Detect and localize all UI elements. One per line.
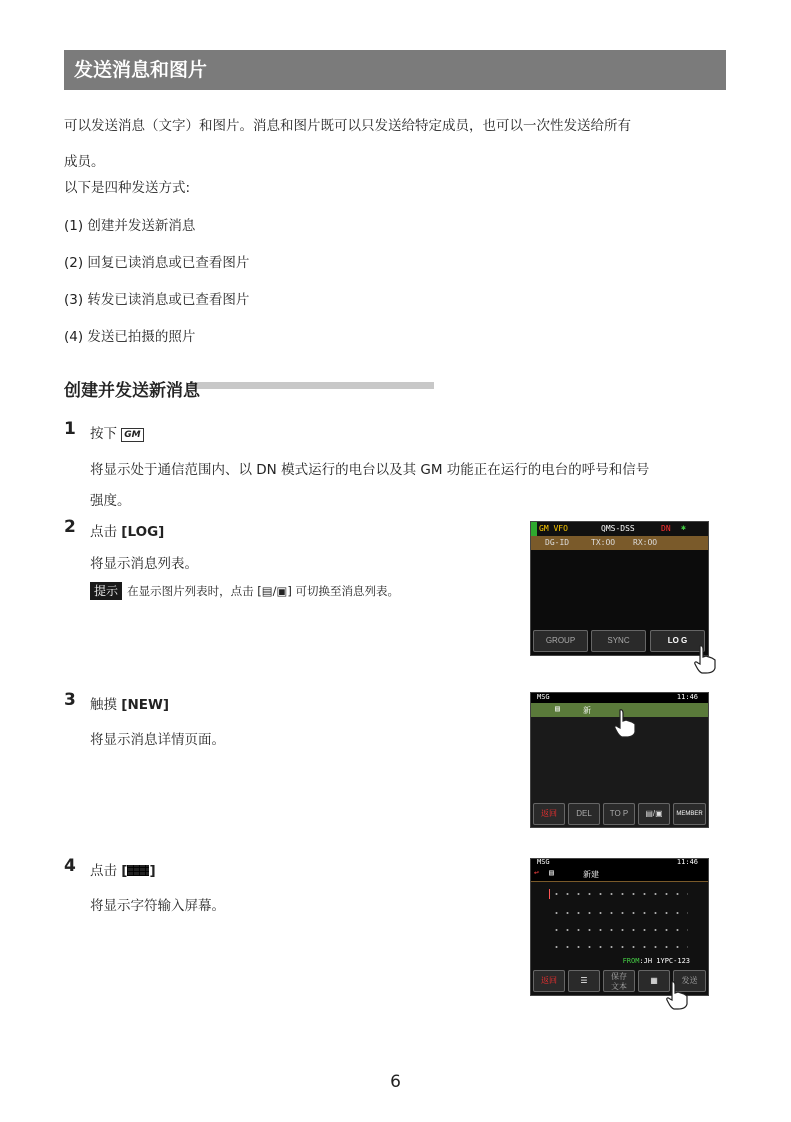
signal-icon: ✱ xyxy=(681,523,686,532)
screen3-msg: MSG xyxy=(537,858,550,866)
info-rx: RX:OO xyxy=(633,538,658,547)
compose-header xyxy=(531,867,708,882)
step-4-action xyxy=(90,859,156,879)
page-number: 6 xyxy=(390,1072,401,1092)
screen1-status xyxy=(531,522,708,536)
info-tx: TX:OO xyxy=(591,538,616,547)
doc-icon: ▤ xyxy=(555,704,560,713)
group-button[interactable]: GROUP xyxy=(533,630,588,652)
keyboard-button[interactable]: ▦ xyxy=(638,970,670,992)
screen1-mode: GM VFO xyxy=(539,524,568,533)
section-title: 发送消息和图片 xyxy=(64,50,726,90)
step-4-desc: 将显示字符输入屏幕。 xyxy=(90,898,225,914)
doc-icon: ▤ xyxy=(549,868,554,877)
char-grid-row xyxy=(551,911,688,915)
step-2-action xyxy=(90,520,164,540)
method-3: (3) 转发已读消息或已查看图片 xyxy=(64,292,250,308)
screen2-status xyxy=(531,693,708,703)
bracket-close: ] xyxy=(149,863,156,879)
char-grid-row xyxy=(551,928,688,932)
subsection-underline xyxy=(190,382,434,389)
step-2-prefix: 点击 xyxy=(90,524,117,540)
tip-text-pre: 在显示图片列表时，点击 [ xyxy=(127,584,262,598)
compose-title: 新建 xyxy=(583,870,599,879)
step-2-desc: 将显示消息列表。 xyxy=(90,556,198,572)
step-3-action xyxy=(90,693,169,713)
screen3-time: 11:46 xyxy=(676,858,698,866)
hand-pointer-icon xyxy=(612,708,638,738)
step-2-number: 2 xyxy=(64,517,76,537)
save-text-button[interactable]: 保存 文本 xyxy=(603,970,635,992)
intro-line1: 可以发送消息（文字）和图片。消息和图片既可以只发送给特定成员，也可以一次性发送给所有 xyxy=(64,118,631,134)
step-4-prefix: 点击 xyxy=(90,863,117,879)
step-2-target: [LOG] xyxy=(121,524,165,540)
step-3-target: [NEW] xyxy=(121,697,170,713)
del-button[interactable]: DEL xyxy=(568,803,600,825)
step-2-tip: 提示 在显示图片列表时，点击 [▤/▣] 可切换至消息列表。 xyxy=(90,580,399,599)
intro-line2: 成员。 xyxy=(64,154,105,170)
list-toggle-button[interactable]: ▤/▣ xyxy=(638,803,670,825)
screen3-status xyxy=(531,859,708,867)
bracket-open: [ xyxy=(121,863,128,879)
tip-label: 提示 xyxy=(90,582,122,600)
reply-icon: ↩ xyxy=(534,868,539,877)
screen2-time: 11:46 xyxy=(676,693,698,701)
subsection-title: 创建并发送新消息 xyxy=(64,381,200,401)
screen1-info-bar xyxy=(531,536,708,550)
step-1-prefix: 按下 xyxy=(90,426,117,442)
step-1-number: 1 xyxy=(64,419,76,439)
method-4: (4) 发送已拍摄的照片 xyxy=(64,329,196,345)
back-button[interactable]: 返回 xyxy=(533,970,565,992)
step-1-desc2: 强度。 xyxy=(90,493,131,509)
from-callsign: :JH 1YPC-123 xyxy=(639,957,690,965)
hand-pointer-icon xyxy=(664,980,690,1010)
intro-line3: 以下是四种发送方式: xyxy=(64,180,191,196)
sync-button[interactable]: SYNC xyxy=(591,630,646,652)
char-grid-row xyxy=(551,892,688,896)
screen2-msg: MSG xyxy=(537,693,550,701)
step-4-number: 4 xyxy=(64,856,76,876)
method-2: (2) 回复已读消息或已查看图片 xyxy=(64,255,250,271)
step-1-desc1: 将显示处于通信范围内、以 DN 模式运行的电台以及其 GM 功能正在运行的电台的呼号和信号 xyxy=(90,462,650,478)
list-button[interactable]: ☰ xyxy=(568,970,600,992)
text-cursor xyxy=(549,889,550,899)
image-icon: ▣ xyxy=(276,584,288,598)
screen-gm-list xyxy=(530,521,709,656)
screen1-callsign: QMS-DSS xyxy=(601,524,635,533)
screen-compose xyxy=(530,858,709,996)
new-label: 新 xyxy=(583,706,591,715)
step-1-action xyxy=(90,422,144,442)
from-line xyxy=(623,957,690,965)
from-label: FROM xyxy=(622,957,640,965)
list-icon: ▤ xyxy=(261,584,273,598)
step-3-prefix: 触摸 xyxy=(90,697,117,713)
screen1-dn: DN xyxy=(661,524,671,533)
top-button[interactable]: TO P xyxy=(603,803,635,825)
log-button[interactable]: LO G xyxy=(650,630,705,652)
hand-pointer-icon xyxy=(692,644,718,674)
char-grid-row xyxy=(551,945,688,949)
keyboard-icon xyxy=(127,865,149,876)
method-1: (1) 创建并发送新消息 xyxy=(64,218,196,234)
back-button[interactable]: 返回 xyxy=(533,803,565,825)
step-3-desc: 将显示消息详情页面。 xyxy=(90,732,225,748)
send-button[interactable]: 发送 xyxy=(673,970,706,992)
info-dgid: DG-ID xyxy=(545,538,570,547)
tip-text-post: ] 可切换至消息列表。 xyxy=(287,584,400,598)
step-3-number: 3 xyxy=(64,690,76,710)
gm-key-icon: GM xyxy=(121,428,143,442)
member-button[interactable]: MEMBER xyxy=(673,803,706,825)
